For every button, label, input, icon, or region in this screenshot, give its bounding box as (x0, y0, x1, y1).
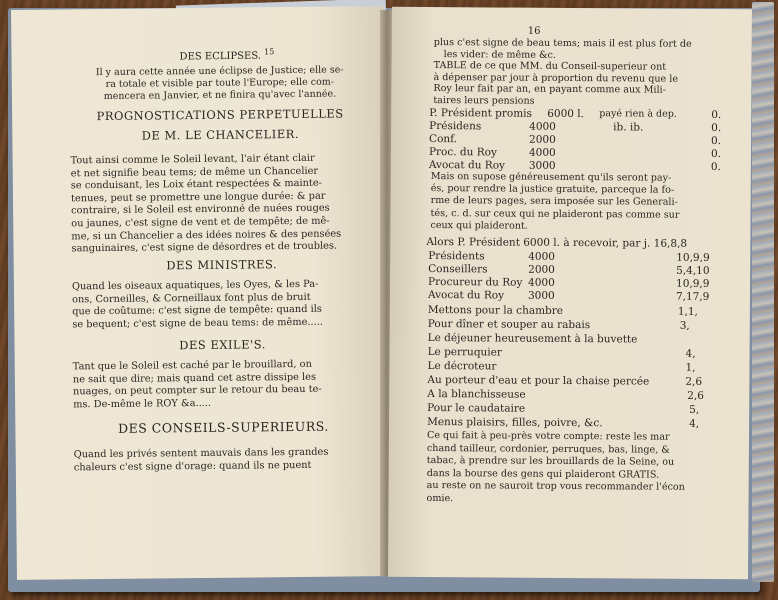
row-amount: 4000 (528, 250, 556, 263)
row-label: Avocat du Roy (428, 159, 506, 172)
middle-paragraph (430, 171, 720, 234)
text-line: Il y aura cette année une éclipse de Justice; elle se- (95, 64, 344, 79)
text-line: ra totale et visible par toute l'Europe; elle com- (105, 76, 335, 90)
expense-row (428, 332, 728, 347)
row-value: 0. (711, 108, 722, 122)
row-amount: 3000 (528, 159, 556, 172)
row-label: Au porteur d'eau et pour la chaise percée (427, 374, 650, 388)
text-line: et net signifie beau tems; de même un Chancelier (70, 165, 319, 179)
row-label: Présidents (428, 250, 485, 263)
row-value: 1,1, (677, 305, 698, 318)
text-line: se conduisant, les Loix étant respectées & mainte- (70, 177, 322, 192)
text-line: Quand les oiseaux aquatiques, les Oyes, & les Pa- (71, 278, 319, 293)
text-line: rme de leurs pages, sera imposée sur les Generali- (430, 195, 678, 209)
conseils-paragraph (74, 446, 374, 474)
text-line: plus c'est signe de beau tems; mais il est plus fort de (433, 37, 692, 50)
page-number: 15 (264, 47, 275, 57)
row-label: Pour le caudataire (427, 402, 526, 415)
row-label: Avocat du Roy (427, 289, 505, 302)
text-line: dans la bourse des gens qui plaideront GRATIS. (426, 467, 660, 481)
exiles-heading: DES EXILE'S. (179, 337, 266, 353)
text-line: omie. (426, 492, 454, 505)
row-value: 2,6 (687, 389, 705, 402)
row-label: Conf. (429, 133, 458, 146)
prognostications-heading: PROGNOSTICATIONS PERPETUELLES (96, 106, 344, 124)
chancelier-heading: DE M. LE CHANCELIER. (141, 126, 300, 143)
closing-paragraph (427, 430, 718, 508)
left-page (11, 6, 389, 580)
expense-row (427, 360, 727, 375)
row-value: 3, (679, 319, 690, 332)
conseils-heading: DES CONSEILS-SUPERIEURS. (117, 418, 329, 436)
text-line: Quand les privés sentent mauvais dans les grandes (73, 446, 329, 461)
text-line: ne sait que dire; mais quand cet astre dissipe les (72, 371, 317, 385)
text-line: à dépenser par jour à proportion du revenu que le (433, 71, 679, 85)
expense-row (427, 374, 727, 389)
text-line: TABLE de ce que MM. du Conseil-superieur ont (433, 60, 667, 73)
text-line: les vider: de même &c. (443, 48, 557, 61)
row-amount: 2000 (528, 263, 555, 276)
text-line: nuages, on peut compter sur le retour du beau te- (72, 383, 322, 398)
expense-row (427, 402, 727, 417)
row-value: 0. (711, 134, 722, 148)
marbled-edge (752, 2, 774, 582)
text-line: Mais on supose généreusement qu'ils seront pay- (430, 171, 672, 184)
row-label: P. Président promis (429, 107, 532, 120)
text-line: Tant que le Soleil est caché par le brouillard, on (72, 358, 312, 373)
expense-row (428, 304, 728, 319)
text-line: mencera en Janvier, et ne finira qu'avec l'année. (103, 88, 337, 102)
chancelier-paragraph (71, 152, 372, 256)
ministres-heading: DES MINISTRES. (166, 257, 278, 273)
row-label: Mettons pour la chambre (427, 304, 564, 317)
eclipses-paragraph (70, 64, 370, 103)
right-page-number: 16 (527, 25, 541, 37)
expense-row (428, 346, 728, 361)
expense-row (428, 318, 728, 333)
text-line: tabac, à prendre sur les brouillards de la Seine, ou (426, 455, 675, 468)
text-line: és, pour rendre la justice gratuite, parceque la fo- (430, 183, 675, 196)
row-value: 4, (685, 347, 696, 360)
left-page-number (179, 47, 274, 62)
row-label: A la blanchisseuse (427, 388, 526, 401)
row-label: Proc. du Roy (428, 146, 497, 159)
text-line: taires leurs pensions (433, 95, 535, 107)
row-value: 0. (710, 147, 722, 161)
row-amount: 4000 (529, 120, 556, 133)
text-line: Roy leur fait par an, en payant comme aux Mili- (433, 83, 666, 97)
row-amount: 2000 (529, 133, 556, 146)
expense-row (427, 388, 727, 403)
row-value: 5,4,10 (676, 264, 710, 277)
row-label: Pour dîner et souper au rabais (427, 318, 591, 332)
row-label: Menus plaisirs, filles, poivre, &c. (427, 416, 603, 430)
row-label: Procureur du Roy (428, 276, 523, 289)
exiles-paragraph (73, 358, 374, 412)
text-line: ou jaunes, c'est signe de vent et de tempête; de mê- (71, 215, 330, 230)
text-line: Tout ainsi comme le Soleil levant, l'air étant clair (70, 152, 315, 167)
text-line: chand tailleur, cordonier, perruques, bas, linge, & (426, 442, 670, 456)
right-page (388, 7, 752, 579)
table2-intro: Alors P. Président 6000 l. à recevoir, par j. 16,8,8 (426, 235, 688, 250)
text-line: ceux qui plaideront. (430, 219, 528, 232)
row-value: 0. (710, 160, 721, 174)
text-line: me, si un Chancelier a des idées noires & des pensées (71, 228, 342, 242)
text-line: tenues, peut se promettre une longue durée: & par (70, 190, 326, 205)
open-book (8, 2, 774, 594)
row-amount: 6000 l. (547, 107, 585, 121)
intro-paragraph (433, 37, 723, 109)
row-value: 1, (685, 361, 696, 374)
row-label: Présidens (429, 120, 482, 133)
row-label: Conseillers (428, 263, 488, 276)
row-amount: 3000 (527, 289, 555, 302)
row-value: 4, (689, 417, 700, 430)
row-amount: 4000 (528, 146, 556, 159)
text-line: contraire, si le Soleil est environné de nuées rouges (71, 203, 330, 217)
eclipses-heading: DES ECLIPSES. (179, 50, 262, 63)
text-line: au reste on ne sauroit trop vous recommander l'écon (426, 480, 685, 494)
ministres-paragraph (72, 278, 373, 332)
text-line: que de coûtume: c'est signe de tempête: quand ils (72, 303, 322, 318)
text-line: se bequent; c'est signe de beau tems: de même..... (72, 316, 324, 331)
expense-row (427, 416, 727, 431)
text-line: ms. De-même le ROY &a..... (73, 397, 212, 411)
row-note: ib. ib. (613, 121, 644, 134)
row-value: 7,17,9 (675, 290, 710, 303)
row-label: Le déjeuner heureusement à la buvette (427, 332, 638, 346)
text-line: tés, c. d. sur ceux qui ne plaideront pas comme sur (430, 207, 680, 221)
row-amount: 4000 (528, 276, 555, 289)
row-label: Le décroteur (427, 360, 497, 373)
text-line: ons, Corneilles, & Corneillaux font plus de bruit (72, 291, 311, 305)
row-value: 10,9,9 (676, 277, 710, 290)
row-note: payé rien à dep. (599, 108, 677, 120)
row-value: 10,9,9 (676, 251, 710, 264)
text-line: chaleurs c'est signe d'orage: quand ils ne puent (73, 459, 312, 473)
text-line: sanguinaires, c'est signe de désordres et de troubles. (71, 240, 338, 255)
row-value: 5, (689, 403, 700, 416)
row-value: 0. (711, 121, 722, 135)
text-line: Ce qui fait à peu-près votre compte: reste les mar (426, 430, 670, 443)
table-row (428, 289, 728, 304)
row-label: Le perruquier (427, 346, 502, 359)
row-value: 2,6 (685, 375, 703, 388)
